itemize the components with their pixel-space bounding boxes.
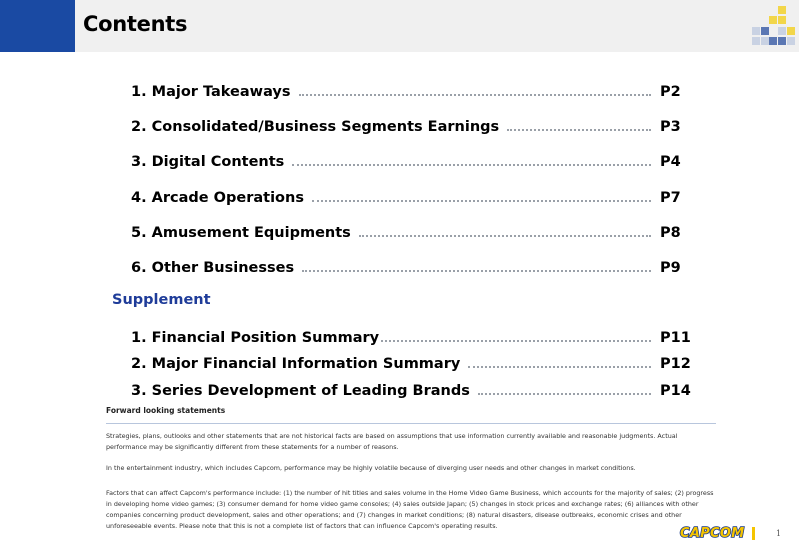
toc-dot-leader (359, 235, 651, 237)
page-number: 1 (776, 529, 782, 538)
capcom-logo (680, 526, 755, 541)
toc-dot-leader (468, 366, 651, 368)
toc-dot-leader (381, 340, 651, 342)
logo-accent-bar (752, 527, 755, 540)
toc-item-page: P9 (660, 260, 681, 276)
toc-item-amusement-equipments[interactable] (131, 220, 691, 242)
toc-dot-leader (292, 164, 651, 166)
toc-item-page: P3 (660, 119, 681, 135)
toc-item-page: P7 (660, 190, 681, 206)
toc-item-consolidated-earnings[interactable] (131, 114, 691, 136)
toc-item-other-businesses[interactable] (131, 255, 691, 277)
toc-item-page: P11 (660, 330, 691, 346)
toc-item-major-financial-information[interactable] (131, 351, 691, 373)
toc-item-label: 1. Financial Position Summary (131, 330, 380, 346)
toc-item-label: 3. Series Development of Leading Brands (131, 383, 470, 399)
divider (106, 423, 716, 424)
toc-dot-leader (299, 94, 652, 96)
supplement-heading: Supplement (112, 292, 211, 308)
forward-looking-paragraph-1: Strategies, plans, outlooks and other statements that are not historical facts are based on assumptions that use information currently available and reasonable judgments. Actual performance may be significantly different from these statements for a number of reasons. (106, 432, 678, 451)
toc-item-page: P2 (660, 84, 681, 100)
toc-item-label: 4. Arcade Operations (131, 190, 304, 206)
header-accent-block (0, 0, 75, 52)
toc-dot-leader (478, 393, 651, 395)
toc-item-label: 2. Major Financial Information Summary (131, 356, 461, 372)
toc-item-major-takeaways[interactable] (131, 79, 691, 101)
forward-looking-title: Forward looking statements (106, 406, 226, 415)
toc-item-label: 1. Major Takeaways (131, 84, 291, 100)
forward-looking-paragraph-2: In the entertainment industry, which includes Capcom, performance may be highly volatile because of diverging user needs and other changes in market conditions. (106, 464, 636, 472)
toc-item-page: P8 (660, 225, 681, 241)
toc-item-label: 6. Other Businesses (131, 260, 295, 276)
toc-item-page: P14 (660, 383, 691, 399)
toc-item-financial-position-summary[interactable] (131, 325, 691, 347)
forward-looking-paragraph-3: Factors that can affect Capcom's performance include: (1) the number of hit titles and sales volume in the Home Video Game Business, which accounts for the majority of sales; (2) progress in developing home video games; (3) consumer demand for home video game consoles; (4) sales outside Japan; (5) changes in stock prices and exchange rates; (6) alliances with other companies concerning product development, sales and other operations; and (7) changes in market conditions; (8) natural disasters, disease outbreaks, economic crises and other unforeseeable events. Please note that this is not a complete list of factors that can influence Capcom's operating results. (106, 489, 714, 530)
toc-item-label: 5. Amusement Equipments (131, 225, 351, 241)
toc-item-label: 2. Consolidated/Business Segments Earnings (131, 119, 500, 135)
toc-item-arcade-operations[interactable] (131, 185, 691, 207)
page-title: Contents (83, 12, 188, 36)
toc-dot-leader (302, 270, 651, 272)
toc-dot-leader (507, 129, 651, 131)
toc-item-digital-contents[interactable] (131, 149, 691, 171)
toc-item-series-development[interactable] (131, 378, 691, 400)
toc-dot-leader (312, 200, 651, 202)
toc-item-page: P4 (660, 154, 681, 170)
mosaic-decoration-icon (752, 6, 792, 46)
capcom-logo-text: CAPCOM (680, 526, 745, 541)
toc-item-page: P12 (660, 356, 691, 372)
toc-item-label: 3. Digital Contents (131, 154, 285, 170)
